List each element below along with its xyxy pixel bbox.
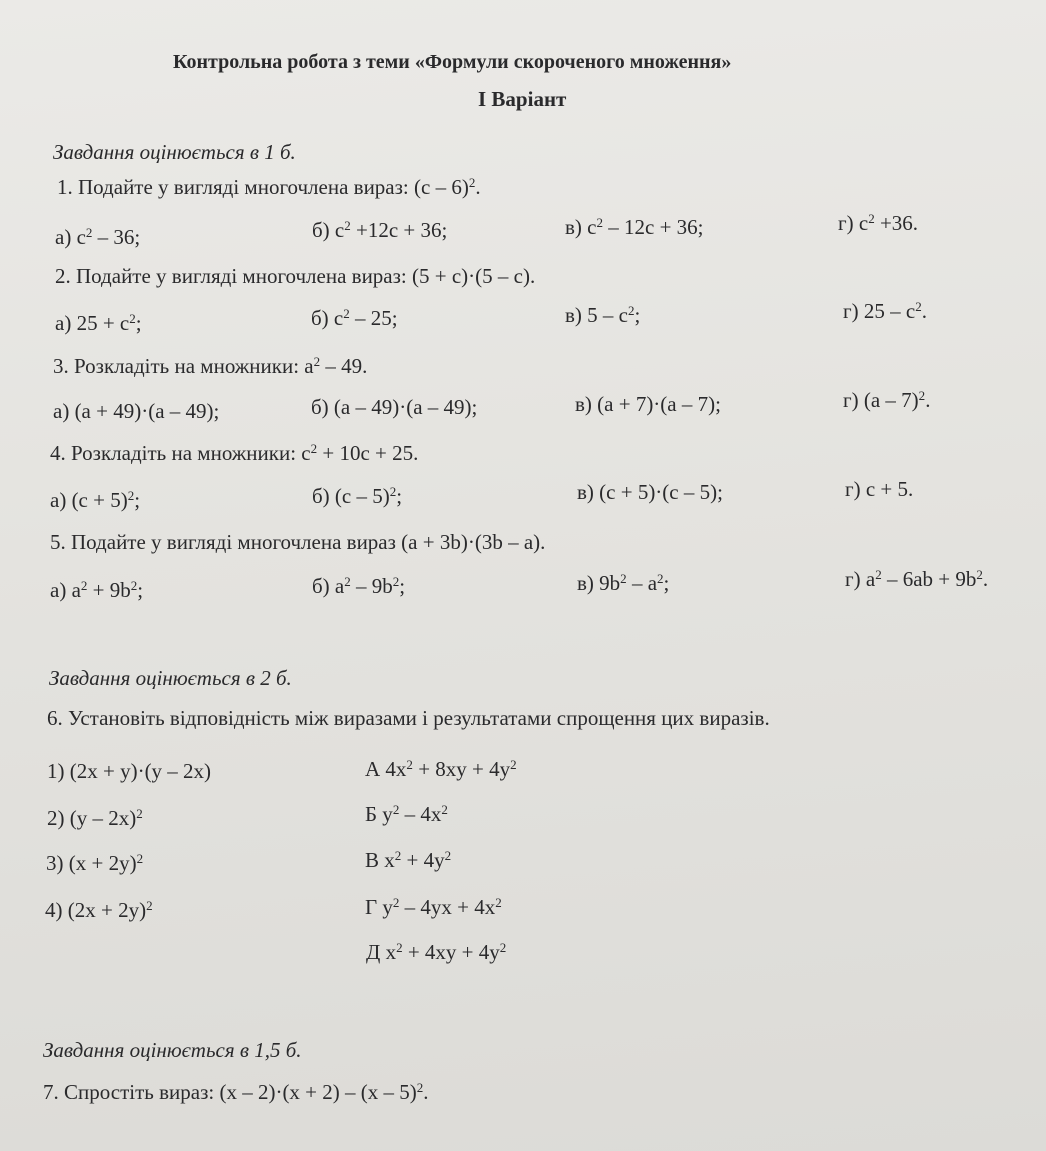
task-5-question: 5. Подайте у вигляді многочлена вираз (a + 3b)·(3b – a). (50, 530, 546, 554)
section-note-2: Завдання оцінюється в 2 б. (49, 666, 292, 690)
task-1-option-c: в) $c^2 - 12c + 36$; (565, 214, 704, 239)
task-6-left-4: 4) $(2x + 2y)^2$ (45, 897, 153, 922)
task-3-option-a: а) (a + 49)·(a – 49); (53, 399, 220, 423)
task-3-question: 3. Розкладіть на множники: $a^2 - 49$. (53, 353, 368, 378)
task-2-option-b: б) $c^2 - 25$; (311, 305, 398, 330)
task-6-right-g: Г $y^2 - 4yx + 4x^2$ (365, 894, 502, 919)
task-6-left-2: 2) (y – 2x)$^2$ (47, 805, 143, 830)
section-note-3: Завдання оцінюється в 1,5 б. (43, 1038, 302, 1062)
task-1-question: 1. Подайте у вигляді многочлена вираз: (c – 6)$^2$. (57, 174, 481, 199)
task-6-right-d: Д $x^2 + 4xy + 4y^2$ (366, 939, 507, 964)
task-3-option-d: г) (a – 7)$^2$. (843, 387, 931, 412)
section-note-1: Завдання оцінюється в 1 б. (53, 140, 296, 164)
task-6-right-a: А $4x^2 + 8xy + 4y^2$ (365, 756, 517, 781)
task-2-option-c: в) $5 - c^2$; (565, 302, 641, 327)
page-title: Контрольна робота з теми «Формули скороченого множення» (173, 51, 732, 73)
task-6-left-1: 1) (2x + y)·(y – 2x) (47, 759, 212, 783)
task-2-option-a: а) $25 + c^2$; (55, 310, 142, 335)
task-4-option-d: г) c + 5. (845, 477, 914, 501)
task-1-option-d: г) $c^2 +36$. (838, 210, 919, 235)
task-2-question: 2. Подайте у вигляді многочлена вираз: (5 + c)·(5 – c). (55, 264, 536, 288)
task-2-option-d: г) $25 - c^2$. (843, 298, 927, 323)
task-6-right-b: Б $y^2 - 4x^2$ (365, 801, 448, 826)
task-6-question: 6. Установіть відповідність між виразами і результатами спрощення цих виразів. (47, 706, 770, 730)
task-6-right-v: В $x^2 + 4y^2$ (365, 847, 452, 872)
task-7-question: 7. Спростіть вираз: (x – 2)·(x + 2) – (x – 5)$^2$. (43, 1079, 429, 1104)
task-1-option-b: б) $c^2 +12c + 36$; (312, 217, 448, 242)
task-5-option-c: в) $9b^2 - a^2$; (577, 570, 670, 595)
task-4-option-b: б) (c – 5)$^2$; (312, 483, 403, 508)
task-4-option-c: в) (c + 5)·(c – 5); (577, 480, 723, 504)
task-6-left-3: 3) $(x + 2y)^2$ (46, 850, 144, 875)
task-1-option-a: а) $c^2 - 36$; (55, 224, 141, 249)
task-4-question: 4. Розкладіть на множники: $c^2 + 10c + 25$. (50, 440, 419, 465)
task-4-option-a: а) $(c + 5)^2$; (50, 487, 141, 512)
task-5-option-a: а) $a^2 + 9b^2$; (50, 577, 144, 602)
variant-label: І Варіант (478, 87, 567, 111)
task-3-option-b: б) (a – 49)·(a – 49); (311, 395, 478, 419)
task-5-option-d: г) $a^2 - 6ab + 9b^2$. (845, 566, 989, 591)
task-5-option-b: б) $a^2 - 9b^2$; (312, 573, 406, 598)
task-3-option-c: в) (a + 7)·(a – 7); (575, 392, 721, 416)
